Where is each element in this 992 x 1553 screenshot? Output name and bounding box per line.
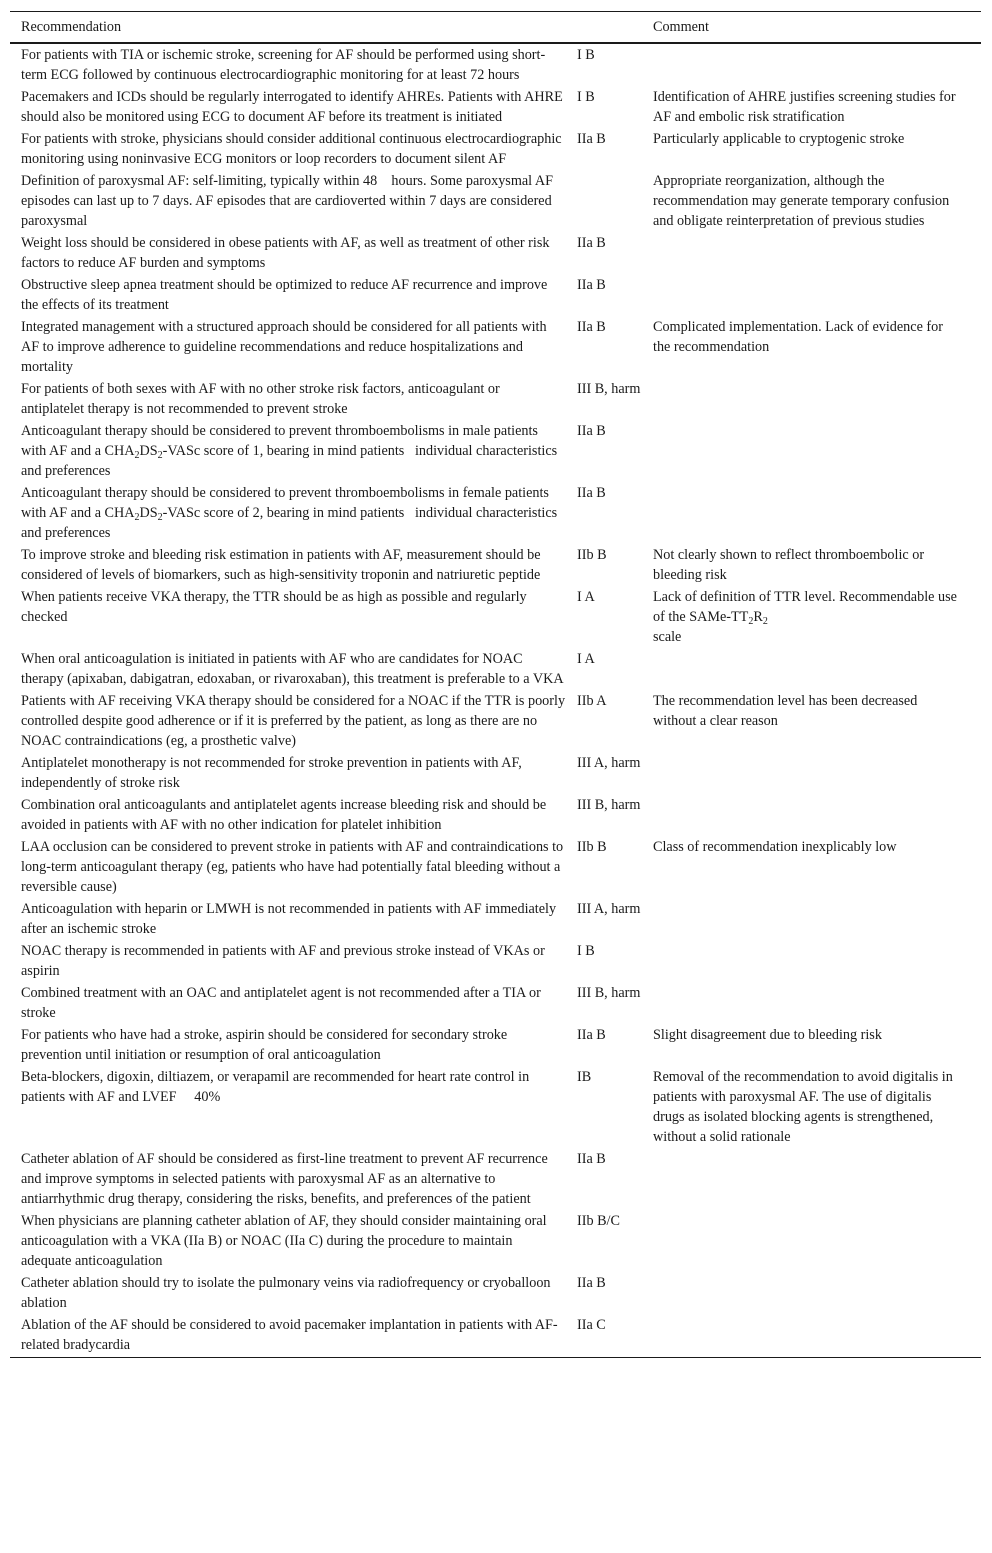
comment-text: R: [753, 609, 763, 625]
class-cell: IIb B/C: [577, 1213, 620, 1229]
class-cell: IIa B: [577, 131, 606, 147]
table-row: [10, 648, 981, 690]
rec-text: Anticoagulant therapy should be considered to prevent thromboembolisms in male patients with AF and a CHA: [21, 423, 538, 459]
recommendations-table-wrapper: [10, 11, 981, 1358]
comment-cell: Identification of AHRE justifies screening studies for AF and embolic risk stratification: [653, 89, 956, 125]
comment-cell: [653, 648, 981, 690]
rec-cell: Obstructive sleep apnea treatment should be optimized to reduce AF recurrence and improve the effects of its treatment: [21, 277, 548, 313]
rec-cell: NOAC therapy is recommended in patients with AF and previous stroke instead of VKAs or aspirin: [21, 943, 545, 979]
comment-cell: [653, 1148, 981, 1210]
rec-cell: Weight loss should be considered in obese patients with AF, as well as treatment of other risk factors to reduce AF burden and symptoms: [21, 235, 550, 271]
table-row: [10, 982, 981, 1024]
header-row: [10, 12, 981, 44]
rec-text: DS: [139, 505, 158, 521]
comment-cell: Class of recommendation inexplicably low: [653, 839, 897, 855]
rec-cell: [10, 420, 577, 482]
comment-cell: Slight disagreement due to bleeding risk: [653, 1027, 882, 1043]
rec-cell: Anticoagulation with heparin or LMWH is not recommended in patients with AF immediately after an ischemic stroke: [21, 901, 557, 937]
comment-cell: [653, 1272, 981, 1314]
comment-cell: Particularly applicable to cryptogenic stroke: [653, 131, 905, 147]
table-row: [10, 482, 981, 544]
table-row: [10, 836, 981, 898]
rec-text: Anticoagulant therapy should be considered to prevent thromboembolisms in female patients with AF and a CHA: [21, 485, 549, 521]
table-row: [10, 1272, 981, 1314]
header-comment: Comment: [653, 19, 709, 35]
table-row: [10, 1148, 981, 1210]
class-cell: I B: [577, 47, 595, 63]
class-cell: I B: [577, 943, 595, 959]
subscript: 2: [748, 616, 754, 627]
rec-cell: Catheter ablation should try to isolate the pulmonary veins via radiofrequency or cryoballoon ablation: [21, 1275, 551, 1311]
rec-cell: Definition of paroxysmal AF: self-limiting, typically within 48 hours. Some paroxysmal AF episodes can last up to 7 days. AF episodes that are cardioverted within 7 days are considered paroxysmal: [21, 173, 553, 229]
class-cell: I B: [577, 89, 595, 105]
table-row: [10, 378, 981, 420]
rec-cell: Catheter ablation of AF should be considered as first-line treatment to prevent AF recurrence and improve symptoms in selected patients with paroxysmal AF as an alternative to antiarrhythmic drug therapy, considering the risks, benefits, and preferences of the patient: [21, 1151, 548, 1207]
table-row: [10, 86, 981, 128]
rec-cell: Beta-blockers, digoxin, diltiazem, or verapamil are recommended for heart rate control in patients with AF and LVEF 40%: [21, 1069, 530, 1105]
table-row: [10, 586, 981, 648]
table-row: [10, 1210, 981, 1272]
comment-cell: [653, 752, 981, 794]
comment-cell: [653, 274, 981, 316]
rec-cell: When physicians are planning catheter ablation of AF, they should consider maintaining oral anticoagulation with a VKA (IIa B) or NOAC (IIa C) during the procedure to maintain adequate anticoagulation: [21, 1213, 547, 1269]
rec-cell: Ablation of the AF should be considered to avoid pacemaker implantation in patients with AF-related bradycardia: [21, 1317, 558, 1353]
table-row: [10, 940, 981, 982]
comment-cell: Not clearly shown to reflect thromboembolic or bleeding risk: [653, 547, 925, 583]
comment-cell: [653, 43, 981, 86]
class-cell: I A: [577, 589, 595, 605]
comment-cell: [653, 1210, 981, 1272]
class-cell: IIb B: [577, 839, 607, 855]
comment-cell: [653, 982, 981, 1024]
table-row: [10, 274, 981, 316]
class-cell: IIa B: [577, 1275, 606, 1291]
comment-cell: [653, 1314, 981, 1358]
rec-cell: When oral anticoagulation is initiated in patients with AF who are candidates for NOAC therapy (apixaban, dabigatran, edoxaban, or rivaroxaban), this treatment is preferable to a VKA: [21, 651, 564, 687]
comment-text: scale: [653, 629, 682, 645]
table-row: [10, 170, 981, 232]
class-cell: I A: [577, 651, 595, 667]
table-row: [10, 1066, 981, 1148]
class-cell: IIb A: [577, 693, 607, 709]
subscript: 2: [157, 512, 163, 523]
comment-text: Lack of definition of TTR level. Recommendable use of the SAMe-TT: [653, 589, 957, 625]
table-row: [10, 1314, 981, 1358]
class-cell: III B, harm: [577, 985, 641, 1001]
table-row: [10, 752, 981, 794]
rec-text: DS: [139, 443, 158, 459]
rec-cell: When patients receive VKA therapy, the TTR should be as high as possible and regularly checked: [21, 589, 527, 625]
table-row: [10, 128, 981, 170]
recommendations-table: [10, 11, 981, 1358]
subscript: 2: [134, 450, 140, 461]
class-cell: IIb B: [577, 547, 607, 563]
header-class: [577, 12, 653, 44]
rec-cell: Combined treatment with an OAC and antiplatelet agent is not recommended after a TIA or stroke: [21, 985, 541, 1021]
rec-text: -VASc score of 2, bearing in mind patients individual characteristics and preferences: [21, 505, 558, 541]
comment-cell: [653, 898, 981, 940]
table-row: [10, 1024, 981, 1066]
table-row: [10, 794, 981, 836]
comment-cell: [653, 420, 981, 482]
rec-cell: Pacemakers and ICDs should be regularly interrogated to identify AHREs. Patients with AHRE should also be monitored using ECG to document AF before its treatment is initiated: [21, 89, 563, 125]
table-body: [10, 43, 981, 1358]
class-cell: IIa B: [577, 235, 606, 251]
comment-cell: The recommendation level has been decreased without a clear reason: [653, 693, 918, 729]
class-cell: IIa B: [577, 277, 606, 293]
rec-cell: For patients who have had a stroke, aspirin should be considered for secondary stroke prevention until initiation or resumption of oral anticoagulation: [21, 1027, 508, 1063]
class-cell: IIa B: [577, 485, 606, 501]
rec-cell: LAA occlusion can be considered to prevent stroke in patients with AF and contraindications to long-term anticoagulant therapy (eg, patients who have had potentially fatal bleeding without a reversible cause): [21, 839, 564, 895]
table-row: [10, 690, 981, 752]
class-cell: IB: [577, 1069, 592, 1085]
subscript: 2: [762, 616, 768, 627]
table-row: [10, 898, 981, 940]
comment-cell: [653, 940, 981, 982]
class-cell: IIa B: [577, 423, 606, 439]
subscript: 2: [157, 450, 163, 461]
rec-cell: For patients with stroke, physicians should consider additional continuous electrocardiographic monitoring using noninvasive ECG monitors or loop recorders to document silent AF: [21, 131, 562, 167]
rec-cell: [10, 482, 577, 544]
class-cell: IIa B: [577, 319, 606, 335]
rec-cell: For patients of both sexes with AF with no other stroke risk factors, anticoagulant or antiplatelet therapy is not recommended to prevent stroke: [21, 381, 500, 417]
table-header: [10, 12, 981, 44]
table-row: [10, 420, 981, 482]
table-row: [10, 316, 981, 378]
rec-cell: To improve stroke and bleeding risk estimation in patients with AF, measurement should be considered of levels of biomarkers, such as high-sensitivity troponin and natriuretic peptide: [21, 547, 541, 583]
class-cell: IIa C: [577, 1317, 606, 1333]
class-cell: IIa B: [577, 1027, 606, 1043]
rec-cell: Antiplatelet monotherapy is not recommended for stroke prevention in patients with AF, independently of stroke risk: [21, 755, 522, 791]
class-cell: III B, harm: [577, 381, 641, 397]
rec-text: -VASc score of 1, bearing in mind patients individual characteristics and preferences: [21, 443, 558, 479]
comment-cell: [653, 482, 981, 544]
table-row: [10, 544, 981, 586]
comment-cell: [653, 586, 981, 648]
class-cell: III A, harm: [577, 755, 641, 771]
rec-cell: Combination oral anticoagulants and antiplatelet agents increase bleeding risk and should be avoided in patients with AF with no other indication for platelet inhibition: [21, 797, 547, 833]
class-cell: III B, harm: [577, 797, 641, 813]
subscript: 2: [134, 512, 140, 523]
comment-cell: [653, 378, 981, 420]
rec-cell: For patients with TIA or ischemic stroke, screening for AF should be performed using short-term ECG followed by continuous electrocardiographic monitoring for at least 72 hours: [21, 47, 546, 83]
class-cell: [577, 170, 653, 232]
comment-cell: [653, 232, 981, 274]
rec-cell: Patients with AF receiving VKA therapy should be considered for a NOAC if the TTR is poorly controlled despite good adherence or if it is preferred by the patient, as long as there are no NOAC contraindications (eg, a prosthetic valve): [21, 693, 566, 749]
comment-cell: Appropriate reorganization, although the recommendation may generate temporary confusion and obligate reinterpretation of previous studies: [653, 173, 950, 229]
comment-cell: Complicated implementation. Lack of evidence for the recommendation: [653, 319, 943, 355]
rec-cell: Integrated management with a structured approach should be considered for all patients with AF to improve adherence to guideline recommendations and reduce hospitalizations and mortality: [21, 319, 547, 375]
table-row: [10, 43, 981, 86]
header-recommendation: Recommendation: [21, 19, 122, 35]
class-cell: III A, harm: [577, 901, 641, 917]
comment-cell: [653, 794, 981, 836]
class-cell: IIa B: [577, 1151, 606, 1167]
comment-cell: Removal of the recommendation to avoid digitalis in patients with paroxysmal AF. The use of digitalis drugs as isolated blocking agents is strengthened, without a solid rationale: [653, 1069, 953, 1145]
table-row: [10, 232, 981, 274]
